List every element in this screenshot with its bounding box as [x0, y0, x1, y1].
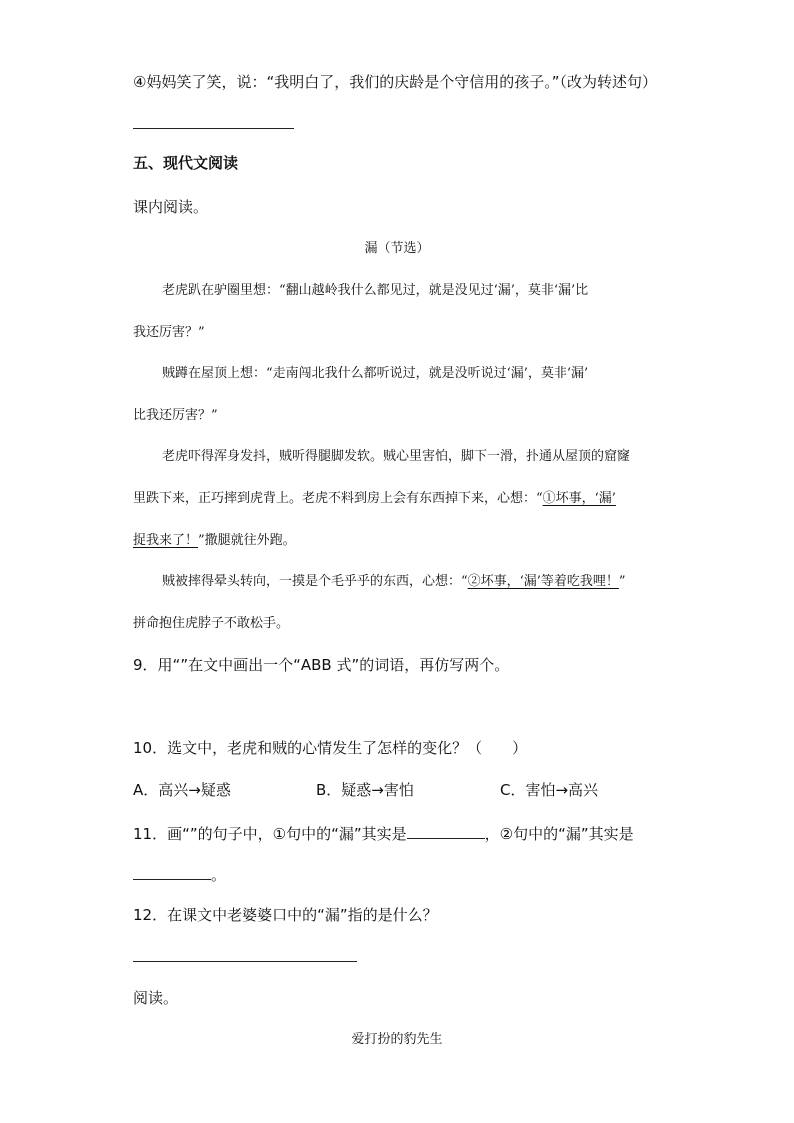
intro-text-2: 阅读。	[133, 989, 179, 1007]
answer-line-12[interactable]	[133, 961, 357, 962]
passage2-title: 爱打扮的豹先生	[351, 1032, 443, 1047]
underlined-sentence-1: ①坏事，‘漏’	[542, 491, 616, 506]
section-title: 五、现代文阅读	[133, 154, 239, 172]
passage-title: 漏（节选）	[364, 241, 430, 256]
intro-text: 课内阅读。	[133, 198, 209, 216]
question-4: ④妈妈笑了笑，说：“我明白了，我们的庆龄是个守信用的孩子。”（改为转述句）	[133, 73, 657, 91]
question-9: 9．用“”在文中画出一个“ABB 式”的词语，再仿写两个。	[133, 656, 510, 674]
answer-blank-11-1[interactable]	[407, 822, 485, 839]
option-b[interactable]: B．疑惑→害怕	[316, 781, 414, 799]
answer-blank-11-2[interactable]	[133, 863, 211, 880]
question-11: 11．画“”的句子中，①句中的“漏”其实是 ，②句中的“漏”其实是	[133, 822, 634, 844]
question-10: 10．选文中，老虎和贼的心情发生了怎样的变化？（ ）	[133, 739, 528, 757]
question-12: 12．在课文中老婆婆口中的“漏”指的是什么？	[133, 906, 438, 924]
underlined-sentence-1-cont: 捉我来了！	[133, 533, 199, 548]
question-11-cont: 。	[133, 863, 226, 885]
option-a[interactable]: A．高兴→疑惑	[133, 781, 231, 799]
answer-line-4[interactable]	[133, 128, 294, 129]
underlined-sentence-2: ②坏事，‘漏’等着吃我哩！	[467, 574, 619, 589]
option-c[interactable]: C．害怕→高兴	[500, 781, 599, 799]
